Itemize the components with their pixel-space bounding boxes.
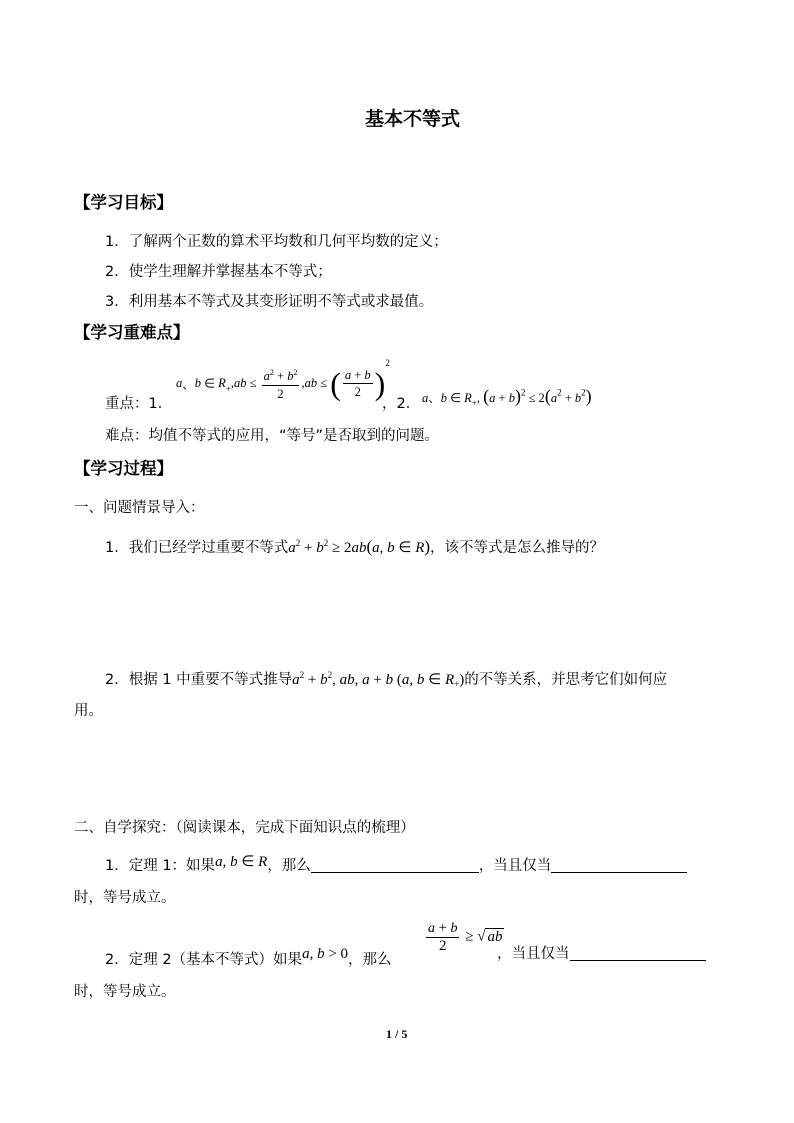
document-title: 基本不等式 (365, 108, 461, 130)
theorem-1-line: 1．定理 1：如果a, b ∈ R，那么 ，当且仅当 (105, 852, 687, 876)
part2-title: 二、自学探究：（阅读课本，完成下面知识点的梳理） (74, 820, 415, 836)
theorem-1-end: 时，等号成立。 (74, 890, 176, 906)
theorem-1-blank-inequality[interactable] (311, 856, 479, 873)
theorem-2-formula: $\frac{a + b}{2}$ ≥ √ ab (428, 920, 503, 954)
theorem-2-cont: ，当且仅当 (497, 944, 706, 964)
part1-title: 一、问题情景导入： (74, 500, 205, 516)
theorem-2-line: 2．定理 2（基本不等式）如果a, b > 0，那么 (105, 946, 392, 968)
focus-formula-1: a、b ∈ $R_+,ab$ ≤ $\frac{a^2 + b^2}{2}$ ,ab ≤ ( $\frac{a + b}{2}$ )$^2$ (176, 358, 390, 402)
objective-item-3: 3．利用基本不等式及其变形证明不等式或求最值。 (105, 294, 434, 310)
question-1: 1．我们已经学过重要不等式$a^2 + b^2 \ge 2ab(a$, b ∈ R)，该不等式是怎么推导的？ (105, 536, 605, 556)
question-2: 2．根据 1 中重要不等式推导$a^2 + b^2$, ab, a + b (a, b ∈ $R_+$)的不等关系，并思考它们如何应 (105, 670, 668, 689)
focus-separator: ，2． (382, 396, 421, 412)
focus-formula-2: a、b ∈ $R_+$, $(a + b)^2 \le 2(a^2 + b^2)$ (422, 386, 592, 408)
question-2-continued: 用。 (74, 703, 103, 719)
difficulty-text: 难点：均值不等式的应用，“等号”是否取到的问题。 (105, 428, 440, 444)
focus-label: 重点：1． (105, 396, 173, 412)
theorem-1-blank-condition[interactable] (551, 856, 687, 873)
theorem-2-end: 时，等号成立。 (74, 984, 176, 1000)
theorem-2-blank-condition[interactable] (570, 944, 706, 961)
objectives-heading: 【学习目标】 (74, 193, 173, 212)
page-number: 1 / 5 (386, 1027, 408, 1041)
key-points-heading: 【学习重难点】 (74, 323, 190, 342)
process-heading: 【学习过程】 (74, 459, 173, 478)
objective-item-1: 1．了解两个正数的算术平均数和几何平均数的定义； (105, 234, 448, 250)
objective-item-2: 2．使学生理解并掌握基本不等式； (105, 264, 332, 280)
